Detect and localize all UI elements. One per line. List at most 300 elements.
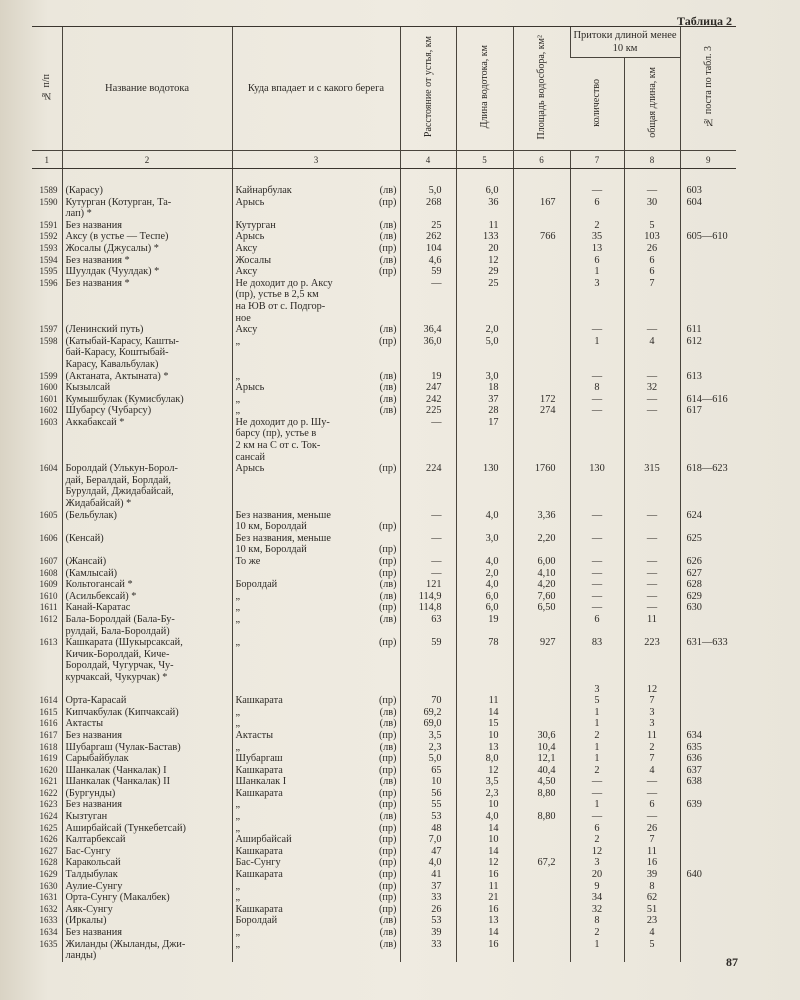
row-number (32, 475, 62, 487)
table-row (32, 927, 736, 939)
outflow-name: Боролдай (235, 579, 278, 591)
post-number (680, 707, 736, 719)
tributary-count: 6 (570, 614, 624, 626)
watercourse-name: Боролдай, Чугурчак, Чу- (62, 660, 232, 672)
length-value: 12 (456, 857, 513, 869)
watercourse-name: Каракольсай (62, 857, 232, 869)
distance-value: 4,0 (400, 857, 456, 869)
watercourse-name: Без названия (62, 730, 232, 742)
area-value: 2,20 (513, 533, 570, 545)
outflow-cell (232, 614, 400, 626)
post-number (680, 811, 736, 823)
table-row (32, 510, 736, 522)
outflow-cell (232, 533, 400, 545)
outflow-name: Кайнарбулак (235, 185, 292, 196)
watercourse-name (62, 428, 232, 440)
distance-value: 247 (400, 382, 456, 394)
tributary-length: 223 (624, 637, 680, 649)
tributary-length: — (624, 371, 680, 383)
outflow-cell (232, 718, 400, 730)
table-row (32, 475, 736, 487)
length-value (456, 475, 513, 487)
outflow-name: „ (235, 637, 241, 649)
outflow-cell (232, 834, 400, 846)
post-number (680, 939, 736, 951)
row-number: 1616 (39, 718, 58, 729)
area-value (513, 707, 570, 719)
post-number (680, 521, 736, 533)
table-row (32, 672, 736, 684)
outflow-cell (232, 788, 400, 800)
distance-value (400, 301, 456, 313)
bank-side: (лв) (379, 393, 397, 405)
outflow-name: Кашкарата (235, 845, 283, 857)
area-value (513, 521, 570, 533)
distance-value (400, 428, 456, 440)
table-row (32, 649, 736, 661)
row-number (32, 347, 62, 359)
outflow-name: Без названия, меньше (235, 509, 331, 521)
distance-value: — (400, 510, 456, 522)
table-row (32, 544, 736, 556)
column-number: 3 (232, 151, 400, 169)
outflow-cell (232, 394, 400, 406)
tributary-length: 26 (624, 823, 680, 835)
outflow-cell (232, 521, 400, 533)
table-row (32, 313, 736, 325)
tributary-count: 3 (570, 684, 624, 696)
outflow-cell (232, 382, 400, 394)
tributary-length: 4 (624, 927, 680, 939)
length-value (456, 521, 513, 533)
tributary-length: 62 (624, 892, 680, 904)
post-number (680, 672, 736, 684)
length-value: 3,0 (456, 371, 513, 383)
length-value: 2,0 (456, 568, 513, 580)
row-number: 1628 (39, 857, 58, 868)
row-number: 1597 (39, 324, 58, 335)
distance-value: 7,0 (400, 834, 456, 846)
watercourse-name: Кичик-Боролдай, Киче- (62, 649, 232, 661)
watercourse-name: Аккабаксай * (62, 417, 232, 429)
row-number: 1615 (39, 706, 58, 717)
bank-side: (пр) (378, 463, 397, 475)
distance-value: 55 (400, 799, 456, 811)
watercourse-name (62, 452, 232, 464)
distance-value: 39 (400, 927, 456, 939)
row-number: 1635 (39, 938, 58, 949)
table-row (32, 730, 736, 742)
area-value: 8,80 (513, 788, 570, 800)
area-value: 927 (513, 637, 570, 649)
row-number: 1627 (39, 845, 58, 856)
watercourse-name: Бурулдай, Джидабайсай, (62, 486, 232, 498)
tributary-count: 1 (570, 799, 624, 811)
outflow-cell (232, 753, 400, 765)
area-value: 40,4 (513, 765, 570, 777)
distance-value: 26 (400, 904, 456, 916)
post-number (680, 382, 736, 394)
table-row (32, 846, 736, 858)
watercourse-name: Кызтуган (62, 811, 232, 823)
column-number: 8 (624, 151, 680, 169)
table-row (32, 452, 736, 464)
distance-value: 121 (400, 579, 456, 591)
outflow-cell (232, 799, 400, 811)
table-row (32, 718, 736, 730)
row-number (32, 313, 62, 325)
bank-side: (пр) (378, 544, 397, 556)
post-number (680, 220, 736, 232)
bank-side: (лв) (379, 231, 397, 243)
watercourse-name: Калтарбексай (62, 834, 232, 846)
distance-value: 5,0 (400, 185, 456, 197)
watercourse-name (62, 440, 232, 452)
column-number: 9 (680, 151, 736, 169)
post-number (680, 544, 736, 556)
distance-value (400, 440, 456, 452)
bank-side: (пр) (378, 764, 397, 776)
length-value: 13 (456, 915, 513, 927)
distance-value: 59 (400, 266, 456, 278)
watercourse-name: (Ленинский путь) (62, 324, 232, 336)
distance-value (400, 313, 456, 325)
outflow-name: „ (235, 405, 241, 417)
tributary-length: 11 (624, 730, 680, 742)
length-value: 21 (456, 892, 513, 904)
distance-value: 33 (400, 939, 456, 951)
outflow-name: „ (235, 822, 241, 834)
tributary-length: 6 (624, 799, 680, 811)
tributary-length: 4 (624, 765, 680, 777)
watercourse-name: Кипчакбулак (Кипчаксай) (62, 707, 232, 719)
distance-value: 48 (400, 823, 456, 835)
outflow-cell (232, 730, 400, 742)
area-value (513, 371, 570, 383)
table-row (32, 915, 736, 927)
tributary-count: — (570, 602, 624, 614)
area-value: 274 (513, 405, 570, 417)
row-number: 1622 (39, 787, 58, 798)
post-number (680, 452, 736, 464)
tributary-length: 7 (624, 695, 680, 707)
watercourse-name: Боролдай (Улькун-Борол- (62, 463, 232, 475)
outflow-cell (232, 950, 400, 962)
distance-value: 114,9 (400, 591, 456, 603)
distance-value (400, 452, 456, 464)
row-number: 1621 (39, 776, 58, 787)
outflow-name: 2 км на С от с. Ток- (235, 440, 321, 452)
tributary-count: 34 (570, 892, 624, 904)
row-number (32, 208, 62, 220)
tributary-count: 2 (570, 765, 624, 777)
post-number: 634 (680, 730, 736, 742)
outflow-cell (232, 440, 400, 452)
bank-side: (пр) (378, 880, 397, 892)
watercourse-name: рулдай, Бала-Боролдай) (62, 626, 232, 638)
distance-value: 70 (400, 695, 456, 707)
post-number: 627 (680, 568, 736, 580)
tributary-length: 3 (624, 718, 680, 730)
watercourse-name: Жосалы (Джусалы) * (62, 243, 232, 255)
distance-value: 3,5 (400, 730, 456, 742)
watercourse-name: Бас-Сунгу (62, 846, 232, 858)
bank-side: (пр) (378, 266, 397, 278)
tributary-count (570, 452, 624, 464)
length-value: 11 (456, 220, 513, 232)
area-value (513, 869, 570, 881)
table-row (32, 904, 736, 916)
outflow-cell (232, 289, 400, 301)
tributary-count (570, 428, 624, 440)
watercourse-name: Канай-Каратас (62, 602, 232, 614)
tributary-count (570, 359, 624, 371)
tributary-count: 2 (570, 834, 624, 846)
watercourse-name: (Жансай) (62, 556, 232, 568)
table-row (32, 788, 736, 800)
post-number (680, 313, 736, 325)
watercourse-name: (Камлысай) (62, 568, 232, 580)
length-value: 6,0 (456, 602, 513, 614)
tributary-count: 6 (570, 823, 624, 835)
bank-side: (лв) (379, 185, 397, 196)
outflow-name: Кашкарата (235, 695, 283, 707)
outflow-cell (232, 742, 400, 754)
watercourse-name: Шубаргаш (Чулак-Бастав) (62, 742, 232, 754)
outflow-cell (232, 417, 400, 429)
distance-value: 242 (400, 394, 456, 406)
distance-value (400, 347, 456, 359)
bank-side: (лв) (379, 579, 397, 591)
outflow-cell (232, 486, 400, 498)
bank-side: (пр) (378, 567, 397, 579)
outflow-cell (232, 904, 400, 916)
outflow-cell (232, 405, 400, 417)
tributary-length: — (624, 579, 680, 591)
row-number: 1631 (39, 892, 58, 903)
outflow-cell (232, 869, 400, 881)
bank-side: (пр) (378, 845, 397, 857)
watercourse-name: лап) * (62, 208, 232, 220)
tributary-count: — (570, 394, 624, 406)
tributary-count: 130 (570, 463, 624, 475)
outflow-name: „ (235, 370, 241, 382)
outflow-name: Боролдай (235, 915, 278, 927)
bank-side: (лв) (379, 915, 397, 927)
area-value (513, 904, 570, 916)
tributary-count (570, 301, 624, 313)
table-row (32, 614, 736, 626)
row-number (32, 498, 62, 510)
row-number: 1605 (39, 509, 58, 520)
tributary-count (570, 417, 624, 429)
length-value: 14 (456, 927, 513, 939)
tributary-length: 5 (624, 939, 680, 951)
outflow-cell (232, 765, 400, 777)
area-value: 10,4 (513, 742, 570, 754)
bank-side: (пр) (378, 892, 397, 904)
outflow-cell (232, 672, 400, 684)
post-number: 612 (680, 336, 736, 348)
watercourse-name: Жиланды (Жыланды, Джи- (62, 939, 232, 951)
length-value: 17 (456, 417, 513, 429)
row-number: 1602 (39, 405, 58, 416)
watercourse-name: Актасты (62, 718, 232, 730)
length-value: 16 (456, 939, 513, 951)
tributary-count: — (570, 324, 624, 336)
post-number (680, 846, 736, 858)
watercourse-name: Сарыбайбулак (62, 753, 232, 765)
tributary-count: — (570, 579, 624, 591)
row-number: 1606 (39, 532, 58, 543)
tributary-length: — (624, 811, 680, 823)
tributary-length: 2 (624, 742, 680, 754)
tributary-count (570, 440, 624, 452)
watercourse-name: Шубарсу (Чубарсу) (62, 405, 232, 417)
row-number: 1630 (39, 880, 58, 891)
post-number: 617 (680, 405, 736, 417)
table-row (32, 301, 736, 313)
row-number: 1598 (39, 335, 58, 346)
row-number: 1593 (39, 242, 58, 253)
bank-side: (лв) (379, 927, 397, 938)
length-value (456, 498, 513, 510)
tributary-count: 12 (570, 846, 624, 858)
tributary-length (624, 660, 680, 672)
tributary-length (624, 428, 680, 440)
tributary-count: 3 (570, 278, 624, 290)
watercourse-name: (Иркалы) (62, 915, 232, 927)
post-number (680, 243, 736, 255)
post-number (680, 208, 736, 220)
tributary-length: 39 (624, 869, 680, 881)
row-number (32, 428, 62, 440)
outflow-name: барсу (пр), устье в (235, 428, 317, 440)
post-number (680, 927, 736, 939)
area-value: 172 (513, 394, 570, 406)
tributary-count (570, 498, 624, 510)
tributary-count: — (570, 185, 624, 197)
tributary-count: — (570, 776, 624, 788)
area-value: 30,6 (513, 730, 570, 742)
row-number: 1632 (39, 903, 58, 914)
outflow-cell (232, 591, 400, 603)
header-column-numbers (32, 151, 736, 169)
table-caption: Таблица 2 (677, 14, 732, 28)
watercourse-name: Кызылсай (62, 382, 232, 394)
outflow-cell (232, 510, 400, 522)
distance-value (400, 486, 456, 498)
distance-value: 65 (400, 765, 456, 777)
watercourse-name: Талдыбулак (62, 869, 232, 881)
tributary-length (624, 452, 680, 464)
outflow-name: „ (235, 811, 241, 823)
length-value: 4,0 (456, 510, 513, 522)
tributary-count: — (570, 591, 624, 603)
tributary-length: — (624, 568, 680, 580)
row-number (32, 626, 62, 638)
row-number: 1600 (39, 382, 58, 393)
outflow-cell (232, 695, 400, 707)
table-row (32, 579, 736, 591)
table-row (32, 591, 736, 603)
post-number (680, 417, 736, 429)
area-value (513, 417, 570, 429)
outflow-name: 10 км, Боролдай (235, 521, 307, 533)
outflow-cell (232, 579, 400, 591)
area-value: 4,10 (513, 568, 570, 580)
outflow-name: (пр), устье в 2,5 км (235, 289, 319, 301)
row-number: 1629 (39, 869, 58, 880)
area-value (513, 382, 570, 394)
table-row (32, 776, 736, 788)
post-number (680, 788, 736, 800)
outflow-name: Не доходит до р. Аксу (235, 277, 333, 289)
row-number (32, 452, 62, 464)
table-body (32, 169, 736, 962)
watercourse-name: Аяк-Сунгу (62, 904, 232, 916)
table-row (32, 753, 736, 765)
row-number: 1592 (39, 231, 58, 242)
row-number: 1610 (39, 590, 58, 601)
bank-side: (лв) (379, 382, 397, 394)
area-value (513, 255, 570, 267)
area-value (513, 799, 570, 811)
row-number: 1599 (39, 370, 58, 381)
row-number: 1594 (39, 254, 58, 265)
tributary-count: 1 (570, 742, 624, 754)
post-number: 613 (680, 371, 736, 383)
tributary-length (624, 475, 680, 487)
bank-side: (лв) (379, 324, 397, 336)
length-value (456, 289, 513, 301)
outflow-cell (232, 452, 400, 464)
distance-value: 37 (400, 881, 456, 893)
column-number: 4 (400, 151, 456, 169)
table-row (32, 371, 736, 383)
length-value: 8,0 (456, 753, 513, 765)
distance-value: 262 (400, 231, 456, 243)
table-row (32, 869, 736, 881)
outflow-cell (232, 313, 400, 325)
area-value: 4,50 (513, 776, 570, 788)
outflow-cell (232, 336, 400, 348)
post-number: 618—623 (680, 463, 736, 475)
tributary-length (624, 544, 680, 556)
distance-value: 19 (400, 371, 456, 383)
table-row (32, 811, 736, 823)
distance-value: 53 (400, 811, 456, 823)
outflow-name: Арысь (235, 231, 265, 243)
tributary-length (624, 672, 680, 684)
watercourse-name (62, 684, 232, 696)
row-number: 1626 (39, 834, 58, 845)
tributary-length (624, 417, 680, 429)
length-value (456, 649, 513, 661)
outflow-name: Кашкарата (235, 903, 283, 915)
post-number: 604 (680, 197, 736, 209)
watercourse-name: Бала-Боролдай (Бала-Бу- (62, 614, 232, 626)
post-number (680, 498, 736, 510)
area-value (513, 347, 570, 359)
row-number (32, 649, 62, 661)
area-value (513, 915, 570, 927)
table-row (32, 568, 736, 580)
length-value: 4,0 (456, 811, 513, 823)
post-number: 625 (680, 533, 736, 545)
tributary-count (570, 521, 624, 533)
header-tributaries-group: Притоки длиной менее 10 км (570, 27, 680, 58)
